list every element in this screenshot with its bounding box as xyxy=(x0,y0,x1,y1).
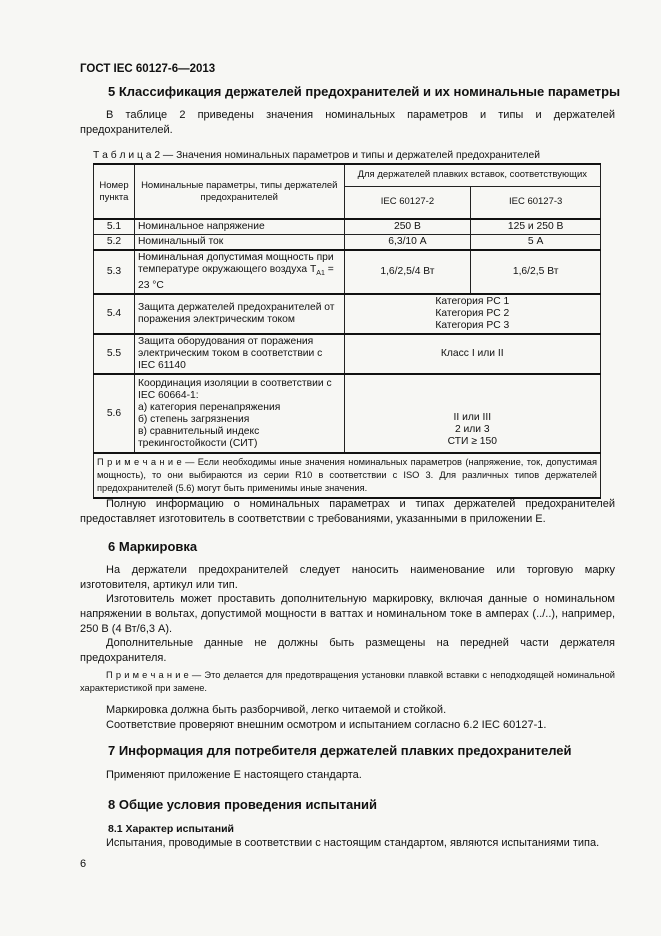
row-number: 5.2 xyxy=(94,235,135,251)
param-line: а) категория перенапряжения xyxy=(137,401,281,413)
section-6-note-label: П р и м е ч а н и е xyxy=(106,670,189,680)
table-row xyxy=(94,374,601,453)
value-line: Категория PC 1 xyxy=(435,296,510,308)
row-value-2: 125 и 250 В xyxy=(471,219,601,235)
table-note-row xyxy=(94,453,601,498)
page-number: 6 xyxy=(80,858,87,870)
section-6-p2: Изготовитель может проставить дополнительную маркировку, включая данные о номинальном напряжении в вольтах, допустимой мощности в ваттах и номинальном токе в амперах (../..), например, 250 В (4 Вт/6,3 А). xyxy=(80,593,615,635)
header-number: Номер пункта xyxy=(94,164,135,219)
row-parameter xyxy=(134,374,344,453)
table-caption-text: — Значения номинальных параметров и типы и держателей предохранителей xyxy=(160,150,540,161)
section-5-title: 5 Классификация держателей предохранителей и их номинальные параметры xyxy=(108,84,621,99)
param-line: б) степень загрязнения xyxy=(137,413,250,425)
table-caption-label: Т а б л и ц а 2 xyxy=(93,150,161,161)
section-6-p5: Соответствие проверяют внешним осмотром и испытанием согласно 6.2 IEC 60127-1. xyxy=(106,719,547,731)
section-6-note-text: — Это делается для предотвращения установки плавкой вставки с неподходящей номинальной характеристикой при замене. xyxy=(80,670,615,693)
table-row xyxy=(94,250,601,294)
table-row xyxy=(94,235,601,251)
row-number: 5.5 xyxy=(94,334,135,374)
row-value-merged xyxy=(344,294,600,334)
row-value-1: 250 В xyxy=(344,219,471,235)
table-row xyxy=(94,294,601,334)
section-7-p1: Применяют приложение Е настоящего стандарта. xyxy=(106,769,362,781)
parameters-table xyxy=(93,163,601,499)
row-number: 5.4 xyxy=(94,294,135,334)
temperature-subscript: A1 xyxy=(316,270,325,278)
table-note-text: — Если необходимы иные значения номинальных параметров (напряжение, ток, допустимая мощность), то они выбираются из серии R10 в соответствии с ISO 3. Для различных типов держателей предохранителей (5.6) могут быть применимы иные значения. xyxy=(97,457,597,494)
row-value-2: 1,6/2,5 Вт xyxy=(471,250,601,294)
row-parameter-text: Номинальная допустимая мощность при температуре окружающего воздуха xyxy=(137,252,334,275)
row-number: 5.3 xyxy=(94,250,135,294)
section-6-p1: На держатели предохранителей следует наносить наименование или торговую марку изготовителя, артикул или тип. xyxy=(80,564,615,591)
table-note-label: П р и м е ч а н и е xyxy=(97,457,182,468)
after-table-paragraph: Полную информацию о номинальных параметрах и типах держателей предохранителей предоставляет изготовитель в соответствии с требованиями, указанными в приложении Е. xyxy=(80,498,615,525)
row-value-2: 5 А xyxy=(471,235,601,251)
section-6-title: 6 Маркировка xyxy=(108,539,198,554)
section-8-1-title: 8.1 Характер испытаний xyxy=(108,823,235,835)
section-8-p1: Испытания, проводимые в соответствии с настоящим стандартом, являются испытаниями типа. xyxy=(106,837,600,849)
section-6-p3: Дополнительные данные не должны быть размещены на передней части держателя предохранителя. xyxy=(80,637,615,664)
param-line: Координация изоляции в соответствии с IEC 60664-1: xyxy=(137,377,332,401)
row-value-merged xyxy=(344,374,600,453)
value-line: СТИ ≥ 150 xyxy=(447,436,497,448)
header-iec-60127-2: IEC 60127-2 xyxy=(344,186,471,219)
row-parameter: Номинальное напряжение xyxy=(134,219,344,235)
section-6-note xyxy=(80,669,615,695)
table-row xyxy=(94,219,601,235)
row-parameter: Защита оборудования от поражения электрическим током в соответствии с IEC 61140 xyxy=(134,334,344,374)
value-line: Категория PC 3 xyxy=(435,320,510,332)
row-value-merged: Класс I или II xyxy=(344,334,600,374)
header-parameters: Номинальные параметры, типы держателей предохранителей xyxy=(134,164,344,219)
value-line: Категория PC 2 xyxy=(435,308,510,320)
row-number: 5.1 xyxy=(94,219,135,235)
header-iec-60127-3: IEC 60127-3 xyxy=(471,186,601,219)
table-row xyxy=(94,334,601,374)
row-value-1: 6,3/10 А xyxy=(344,235,471,251)
section-5-intro: В таблице 2 приведены значения номинальных параметров и типы и держателей предохранителей. xyxy=(80,109,615,136)
table-note xyxy=(94,453,601,498)
temperature-value: = 23 °С xyxy=(137,264,334,292)
row-parameter: Защита держателей предохранителей от поражения электрическим током xyxy=(134,294,344,334)
temperature-symbol: T xyxy=(309,264,317,275)
section-8-title: 8 Общие условия проведения испытаний xyxy=(108,797,378,812)
param-line: в) сравнительный индекс трекингостойкости (СИТ) xyxy=(137,425,260,449)
value-line: 2 или 3 xyxy=(454,424,490,436)
header-group: Для держателей плавких вставок, соответствующих xyxy=(344,164,600,186)
row-number: 5.6 xyxy=(94,374,135,453)
section-7-title: 7 Информация для потребителя держателей плавких предохранителей xyxy=(108,743,572,758)
section-6-p4: Маркировка должна быть разборчивой, легко читаемой и стойкой. xyxy=(106,704,447,716)
row-value-1: 1,6/2,5/4 Вт xyxy=(344,250,471,294)
document-header: ГОСТ IEC 60127-6—2013 xyxy=(80,63,216,75)
row-parameter xyxy=(134,250,344,294)
row-parameter: Номинальный ток xyxy=(134,235,344,251)
table-caption xyxy=(93,150,540,161)
value-line: II или III xyxy=(453,412,492,424)
